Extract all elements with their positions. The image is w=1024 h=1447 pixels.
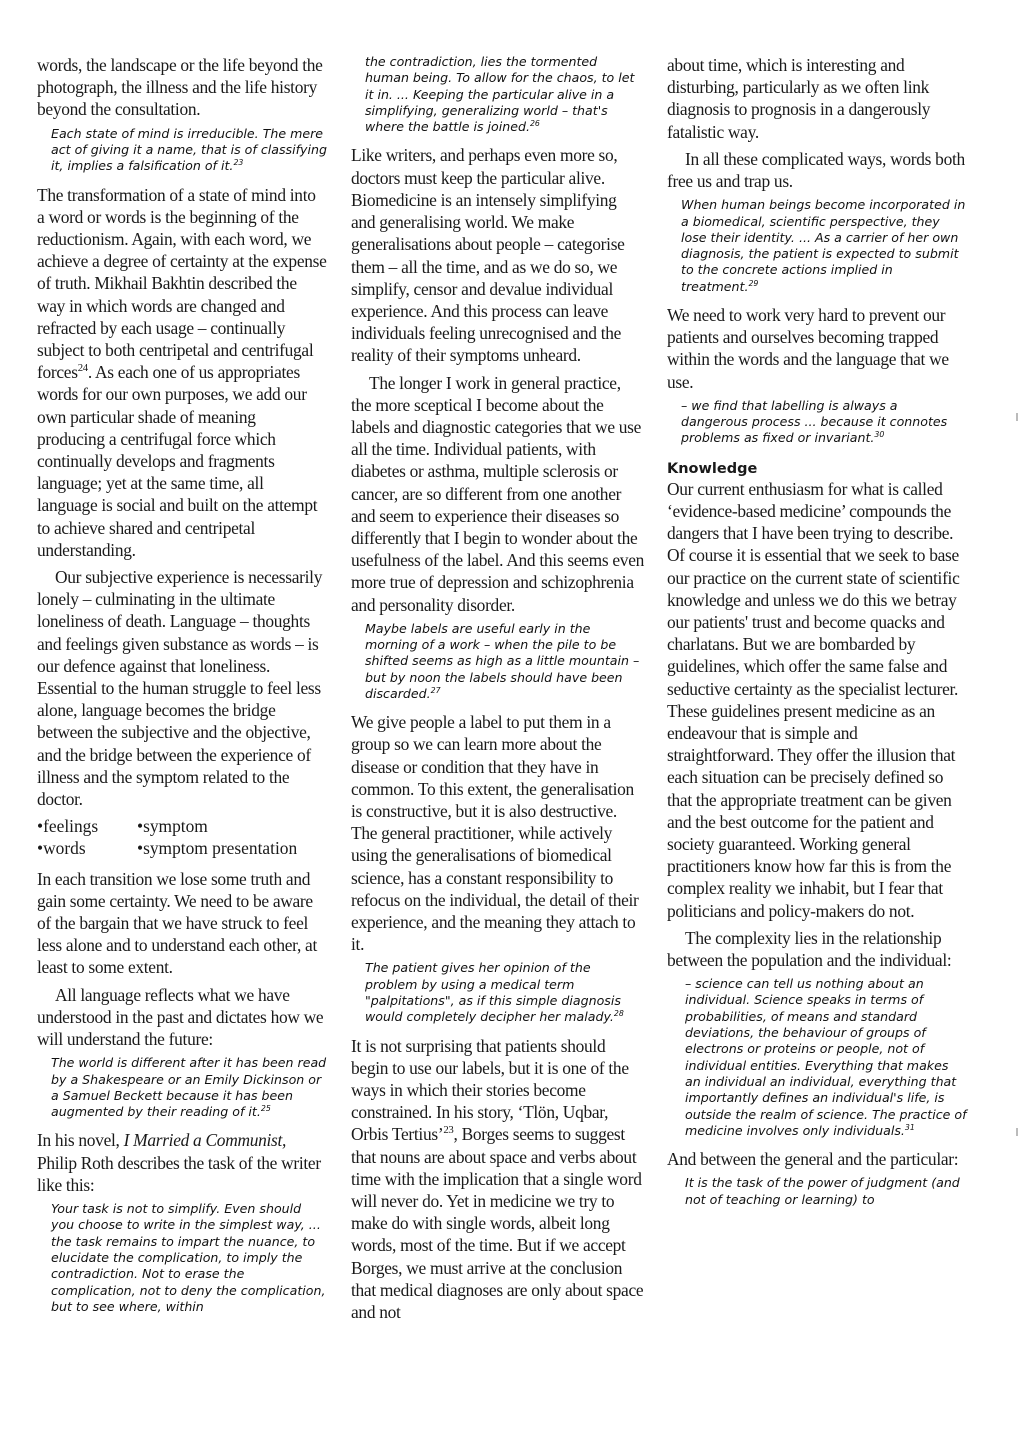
quotation: Your task is not to simplify. Even should you choose to write in the simplest way, ... the task remains to impart the nuance, to elucidate the complication, to imply the contradiction. Not to erase the complication, not to deny the complication, but to see where, within xyxy=(51,1201,326,1314)
footnote-ref: 23 xyxy=(233,158,244,168)
bullet-item: •feelings xyxy=(37,816,99,837)
bullet-list xyxy=(37,815,327,859)
quotation xyxy=(685,976,967,1139)
quote-text: – we find that labelling is always a dangerous process ... because it connotes problems as fixed or invariant. xyxy=(681,397,948,446)
paragraph: The complexity lies in the relationship between the population and the individual: xyxy=(667,927,952,970)
footnote-ref: 30 xyxy=(874,430,885,440)
footnote-ref: 29 xyxy=(748,278,759,288)
quotation xyxy=(51,126,327,175)
paragraph-text: , Borges seems to suggest that nouns are about space and verbs about time with the implication that a single word will never do. Yet in medicine we try to make do with single words, albeit long words, most of the time. But if we accept Borges, we must arrive at the conclusion that medical diagnoses are only about space and not xyxy=(351,1124,644,1323)
paragraph: The longer I work in general practice, the more sceptical I become about the labels and diagnostic categories that we use all the time. Individual patients, with diabetes or asthma, multiple sclerosis or cancer, are so different from one another and seem to experience their diseases so differently that I begin to wonder about the usefulness of the label. And this seems even more true of depression and schizophrenia and personality disorder. xyxy=(351,372,645,615)
bullet-item: •words xyxy=(37,838,86,859)
paragraph xyxy=(37,184,327,561)
footnote-ref: 27 xyxy=(430,685,441,695)
scan-mark xyxy=(1016,413,1018,421)
quotation xyxy=(365,621,644,702)
paragraph xyxy=(351,1035,644,1324)
quotation xyxy=(681,398,967,447)
paragraph: And between the general and the particular: xyxy=(667,1149,959,1170)
column-right xyxy=(667,54,967,1217)
quote-text: When human beings become incorporated in a biomedical, scientific perspective, they lose their identity. ... As a carrier of her own diagnosis, the patient is expected to submit to the concrete actions implied in treatment. xyxy=(681,197,966,294)
paragraph: In each transition we lose some truth and gain some certainty. We need to be aware of the bargain that we have struck to feel less alone and to understand each other, at least to some extent. xyxy=(37,868,318,978)
paragraph-text: . As each one of us appropriates words for our own purposes, we add our own particular shade of meaning producing a centrifugal force which continually develops and fragments language; yet at the same time, all language is social and built on the attempt to achieve shared and centripetal understanding. xyxy=(37,362,318,560)
footnote-ref: 26 xyxy=(529,119,540,128)
quote-text: Maybe labels are useful early in the morning of a work – when the pile to be shifted seems as high as a little mountain – but by noon the labels should have been discarded. xyxy=(365,620,640,701)
book-title: I Married a Communist, xyxy=(123,1130,287,1151)
footnote-ref: 31 xyxy=(904,1122,915,1132)
quote-text: The world is different after it has been read by a Shakespeare or an Emily Dickinson or a Samuel Beckett because it has been augmented by their reading of it. xyxy=(51,1055,327,1120)
footnote-ref: 25 xyxy=(260,1103,271,1113)
paragraph-text: In his novel, xyxy=(37,1130,124,1151)
quotation xyxy=(365,960,644,1025)
column-left xyxy=(37,54,327,1324)
scan-mark xyxy=(1016,1128,1018,1136)
paragraph: All language reflects what we have understood in the past and dictates how we will understand the future: xyxy=(37,984,324,1050)
quotation: It is the task of the power of judgment (and not of teaching or learning) to xyxy=(685,1175,960,1207)
paragraph: Like writers, and perhaps even more so, doctors must keep the particular alive. Biomedicine is an intensely simplifying and generalising world. We make generalisations about people – categorise them – all the time, and as we do so, we simplify, censor and devalue individual experience. And this process can leave individuals feeling unrecognised and the reality of their symptoms unheard. xyxy=(351,145,625,366)
footnote-ref: 28 xyxy=(613,1009,624,1019)
bullet-item: •symptom xyxy=(137,816,208,837)
bullet-item: •symptom presentation xyxy=(137,838,298,859)
paragraph-text: It is not surprising that patients should begin to use our labels, but it is one of the ways in which their stories become constrained. In his story, ‘Tlön, Uqbar, Orbis Tertius’ xyxy=(351,1035,629,1145)
paragraph: Our current enthusiasm for what is called ‘evidence-based medicine’ compounds the dangers that I have been trying to describe. Of course it is essential that we seek to base our practice on the current state of scientific knowledge and unless we do this we betray our patients' trust and become quacks and charlatans. But we are bombarded by guidelines, which offer the same false and seductive certainty as the specialist lecturer. These guidelines present medicine as an endeavour that is simple and straightforward. They offer the illusion that each situation can be precisely defined so that the appropriate treatment can be given and the best outcome for the patient and society guaranteed. Working general practitioners know how far this is from the complex reality we inhabit, but I fear that politicians and policy-makers do not. xyxy=(667,478,960,921)
paragraph-text: The transformation of a state of mind into a word or words is the beginning of the reductionism. Again, with each word, we achieve a degree of certainty at the expense of truth. Mikhail Bakhtin described the way in which words are changed and refracted by each usage – continually subject to both centripetal and centrifugal forces xyxy=(37,184,327,383)
paragraph: about time, which is interesting and disturbing, particularly as we often link diagnosis to prognosis in a dangerously fatalistic way. xyxy=(667,55,931,142)
footnote-ref: 24 xyxy=(77,362,88,375)
paragraph: We give people a label to put them in a group so we can learn more about the disease or condition that they have in common. To this extent, the generalisation is constructive, but it is also destructive. The general practitioner, while actively using the generalisations of biomedical science, has a constant responsibility to refocus on the individual, the detail of their experience, and the meaning they attach to it. xyxy=(351,712,639,955)
quote-text: the contradiction, lies the tormented human being. To allow for the chaos, to let it in. ... Keeping the particular alive in a simplifying, generalizing world – that's where the battle is joined. xyxy=(365,54,635,135)
quote-text: Each state of mind is irreducible. The mere act of giving it a name, that is of classifying it, implies a falsification of it. xyxy=(51,125,327,174)
paragraph: words, the landscape or the life beyond the photograph, the illness and the life history beyond the consultation. xyxy=(37,55,323,120)
paragraph: In all these complicated ways, words both free us and trap us. xyxy=(667,148,965,192)
quotation xyxy=(681,197,967,295)
paragraph-text: Philip Roth describes the task of the writer like this: xyxy=(37,1152,321,1195)
paragraph: We need to work very hard to prevent our patients and ourselves becoming trapped within the words and the language that we use. xyxy=(667,305,949,392)
quotation xyxy=(365,54,644,135)
section-heading: Knowledge xyxy=(667,460,758,477)
quotation xyxy=(51,1055,327,1120)
quote-text: – science can tell us nothing about an individual. Science speaks in terms of probabilities, of means and standard deviations, the behaviour of groups of electrons or proteins or people, not of individual entities. Everything that makes an individual an individual, everything that importantly defines an individual's life, is outside the realm of science. The practice of medicine involves only individuals. xyxy=(685,976,967,1138)
column-middle xyxy=(351,54,644,1328)
paragraph: Our subjective experience is necessarily lonely – culminating in the ultimate loneliness of death. Language – thoughts and feelings given substance as words – is our defence against that loneliness. Essential to the human struggle to feel less alone, language becomes the bridge between the subjective and the objective, and the bridge between the experience of illness and the symptom related to the doctor. xyxy=(37,566,323,809)
quote-text: The patient gives her opinion of the problem by using a medical term "palpitations", as if this simple diagnosis would completely decipher her malady. xyxy=(365,960,621,1025)
paragraph xyxy=(37,1129,327,1196)
footnote-ref: 23 xyxy=(443,1124,454,1137)
